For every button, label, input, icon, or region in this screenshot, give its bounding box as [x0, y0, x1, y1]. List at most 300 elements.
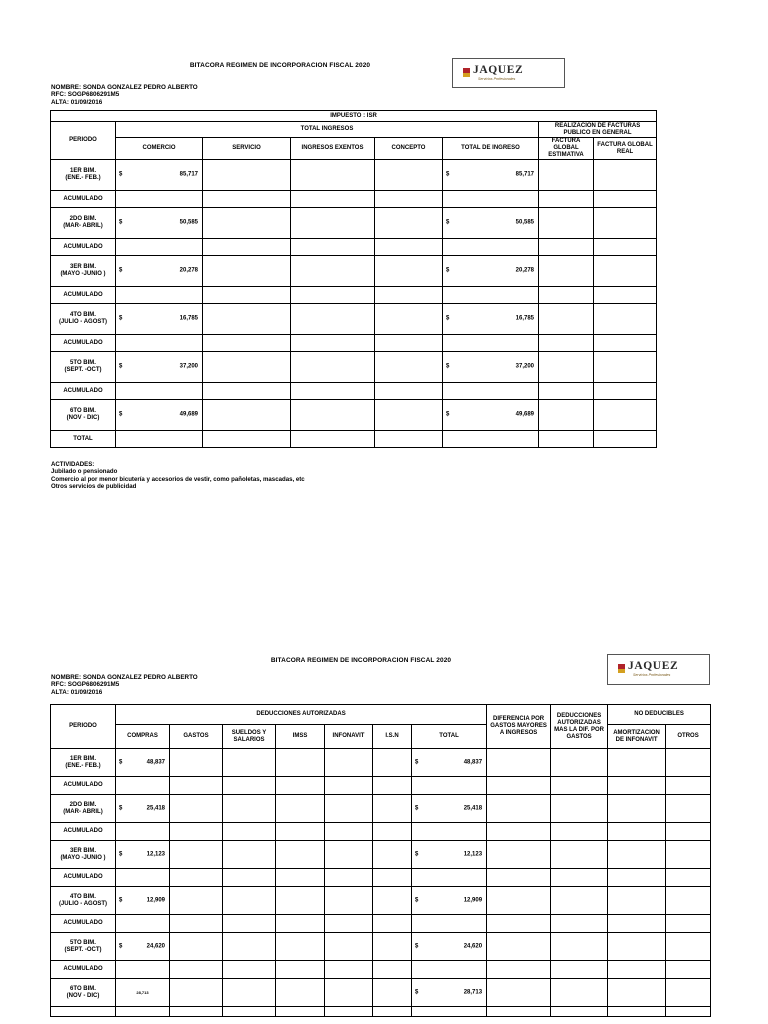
acumulado-label: ACUMULADO [51, 869, 116, 887]
periodo-header: PERIODO [51, 705, 116, 749]
currency-symbol: $ [415, 851, 419, 857]
empty-cell [487, 1007, 551, 1017]
servicio-cell [203, 160, 291, 191]
empty-cell [551, 869, 608, 887]
factura-estimativa-cell [539, 208, 594, 239]
sueldos-cell [223, 887, 276, 915]
acumulado-label: ACUMULADO [51, 287, 116, 304]
empty-cell [325, 777, 373, 795]
currency-symbol: $ [446, 219, 450, 226]
empty-cell [373, 777, 412, 795]
empty-cell [594, 431, 657, 448]
empty-cell [170, 777, 223, 795]
col-factura-real: FACTURA GLOBAL REAL [594, 138, 657, 160]
isn-cell [373, 749, 412, 777]
empty-cell [487, 961, 551, 979]
compras-amount: 24,620 [146, 943, 165, 949]
period-name: 5TO BIM. [70, 939, 96, 946]
isn-cell [373, 887, 412, 915]
empty-cell [539, 431, 594, 448]
total-ingreso-cell [443, 400, 539, 431]
total-ingreso-cell [443, 208, 539, 239]
empty-cell [608, 961, 666, 979]
empty-cell [223, 823, 276, 841]
concepto-cell [375, 304, 443, 335]
period-name: 1ER BIM. [69, 755, 96, 762]
empty-cell [276, 869, 325, 887]
logo-brand: JAQUEZ [628, 660, 679, 672]
empty-cell [551, 823, 608, 841]
empty-cell [487, 777, 551, 795]
period-cell [51, 795, 116, 823]
gastos-cell [170, 795, 223, 823]
activity-line: Comercio al por menor bicutería y accesorios de vestir, como pañoletas, mascadas, etc [51, 475, 305, 483]
acumulado-label: TOTAL [51, 431, 116, 448]
empty-cell [375, 239, 443, 256]
empty-cell [203, 287, 291, 304]
currency-symbol: $ [415, 759, 419, 765]
total-ingreso-amount: 16,785 [515, 315, 534, 322]
currency-symbol: $ [446, 267, 450, 274]
empty-cell [375, 431, 443, 448]
factura-estimativa-cell [539, 400, 594, 431]
sueldos-cell [223, 749, 276, 777]
empty-cell [223, 915, 276, 933]
col-imss: IMSS [276, 725, 325, 749]
empty-cell [325, 869, 373, 887]
concepto-cell [375, 208, 443, 239]
currency-symbol: $ [415, 805, 419, 811]
compras-cell [116, 749, 170, 777]
deducciones-header: DEDUCCIONES AUTORIZADAS [116, 705, 487, 725]
diferencia-cell [487, 841, 551, 869]
company-logo [607, 654, 710, 685]
acumulado-label: ACUMULADO [51, 335, 116, 352]
empty-cell [443, 431, 539, 448]
empty-cell [291, 239, 375, 256]
total-cell [412, 749, 487, 777]
gastos-cell [170, 933, 223, 961]
period-cell [51, 749, 116, 777]
exentos-cell [291, 160, 375, 191]
servicio-cell [203, 256, 291, 287]
empty-cell [291, 287, 375, 304]
compras-cell [116, 979, 170, 1007]
acumulado-label: ACUMULADO [51, 191, 116, 208]
taxpayer-rfc: RFC: SOGP6806291M5 [51, 91, 120, 99]
empty-cell [487, 823, 551, 841]
currency-symbol: $ [119, 411, 123, 418]
comercio-amount: 49,689 [179, 411, 198, 418]
empty-cell [487, 915, 551, 933]
total-amount: 12,909 [463, 897, 483, 903]
col-amortizacion: AMORTIZACION DE INFONAVIT [608, 725, 666, 749]
total-ingreso-cell [443, 256, 539, 287]
deducciones-mas-header: DEDUCCIONES AUTORIZADAS MAS LA DIF. POR GASTOS [551, 705, 608, 749]
otros-cell [666, 979, 711, 1007]
amortizacion-cell [608, 749, 666, 777]
diferencia-cell [487, 749, 551, 777]
diferencia-cell [487, 933, 551, 961]
empty-cell [116, 287, 203, 304]
period-cell [51, 352, 116, 383]
currency-symbol: $ [446, 315, 450, 322]
total-amount: 28,713 [463, 989, 483, 995]
empty-cell [203, 191, 291, 208]
period-cell [51, 933, 116, 961]
total-ingreso-amount: 20,278 [515, 267, 534, 274]
empty-cell [325, 1007, 373, 1017]
comercio-amount: 37,200 [179, 363, 198, 370]
table-row [51, 979, 711, 1007]
currency-symbol: $ [415, 897, 419, 903]
factura-real-cell [594, 304, 657, 335]
deducciones-mas-cell [551, 933, 608, 961]
period-cell [51, 400, 116, 431]
acumulado-row [51, 431, 657, 448]
acumulado-row [51, 915, 711, 933]
col-gastos: GASTOS [170, 725, 223, 749]
compras-amount: 48,837 [146, 759, 165, 765]
empty-cell [443, 191, 539, 208]
empty-cell [291, 335, 375, 352]
empty-cell [412, 869, 487, 887]
imss-cell [276, 841, 325, 869]
total-ingreso-cell [443, 352, 539, 383]
table-row [51, 933, 711, 961]
empty-cell [276, 961, 325, 979]
acumulado-label: ACUMULADO [51, 961, 116, 979]
comercio-cell [116, 352, 203, 383]
acumulado-row [51, 869, 711, 887]
sueldos-cell [223, 795, 276, 823]
deducciones-mas-cell [551, 841, 608, 869]
period-name: 3ER BIM. [69, 264, 96, 270]
currency-symbol: $ [119, 897, 123, 903]
servicio-cell [203, 400, 291, 431]
empty-cell [375, 383, 443, 400]
compras-cell [116, 933, 170, 961]
empty-cell [170, 1007, 223, 1017]
acumulado-label: ACUMULADO [51, 915, 116, 933]
activity-line: Jubilado o pensionado [51, 468, 118, 476]
period-cell [51, 208, 116, 239]
empty-cell [443, 239, 539, 256]
empty-cell [666, 915, 711, 933]
col-isn: I.S.N [373, 725, 412, 749]
col-otros: OTROS [666, 725, 711, 749]
acumulado-label: ACUMULADO [51, 777, 116, 795]
factura-real-cell [594, 208, 657, 239]
empty-cell [443, 335, 539, 352]
period-range: (NOV - DIC) [66, 415, 100, 421]
empty-cell [608, 915, 666, 933]
currency-symbol: $ [119, 759, 123, 765]
periodo-header: PERIODO [51, 122, 116, 160]
period-range: (SEPT. -OCT) [64, 367, 102, 373]
empty-cell [203, 383, 291, 400]
empty-cell [666, 961, 711, 979]
empty-cell [373, 961, 412, 979]
tax-header: IMPUESTO : ISR [51, 111, 657, 122]
col-compras: COMPRAS [116, 725, 170, 749]
acumulado-row [51, 823, 711, 841]
total-amount: 12,123 [463, 851, 483, 857]
table-row [51, 841, 711, 869]
table-row [51, 160, 657, 191]
acumulado-row [51, 287, 657, 304]
empty-cell [375, 287, 443, 304]
table-row [51, 400, 657, 431]
currency-symbol: $ [446, 171, 450, 178]
infonavit-cell [325, 841, 373, 869]
empty-cell [51, 1007, 116, 1017]
empty-cell [223, 869, 276, 887]
empty-cell [551, 777, 608, 795]
currency-symbol: $ [119, 363, 123, 370]
period-range: (ENE.- FEB.) [65, 175, 101, 181]
empty-cell [375, 191, 443, 208]
acumulado-row [51, 191, 657, 208]
empty-cell [487, 869, 551, 887]
compras-amount: 28,713 [136, 990, 149, 995]
page-title: BITACORA REGIMEN DE INCORPORACION FISCAL 2020 [189, 62, 371, 69]
activity-line: Otros servicios de publicidad [51, 482, 137, 490]
empty-cell [373, 823, 412, 841]
table-row [51, 256, 657, 287]
total-cell [412, 933, 487, 961]
empty-cell [116, 239, 203, 256]
empty-cell [443, 383, 539, 400]
comercio-cell [116, 160, 203, 191]
acumulado-label: ACUMULADO [51, 383, 116, 400]
amortizacion-cell [608, 933, 666, 961]
table-row [51, 887, 711, 915]
amortizacion-cell [608, 887, 666, 915]
logo-subtitle: Servicios Profesionales [478, 77, 516, 81]
period-name: 6TO BIM. [70, 408, 96, 414]
isn-cell [373, 795, 412, 823]
col-factura-estimativa: FACTURA GLOBAL ESTIMATIVA [539, 138, 594, 160]
period-range: (MAYO -JUNIO ) [60, 854, 106, 861]
otros-cell [666, 933, 711, 961]
period-range: (MAR- ABRIL) [63, 808, 103, 815]
imss-cell [276, 795, 325, 823]
empty-cell [666, 823, 711, 841]
empty-cell [539, 383, 594, 400]
comercio-cell [116, 208, 203, 239]
comercio-cell [116, 400, 203, 431]
currency-symbol: $ [446, 411, 450, 418]
gastos-cell [170, 887, 223, 915]
amortizacion-cell [608, 841, 666, 869]
empty-cell [291, 383, 375, 400]
amortizacion-cell [608, 979, 666, 1007]
total-amount: 25,418 [463, 805, 483, 811]
compras-amount: 12,909 [146, 897, 165, 903]
deducciones-mas-cell [551, 979, 608, 1007]
table-row [51, 352, 657, 383]
logo-mark-icon [618, 664, 625, 673]
factura-estimativa-cell [539, 256, 594, 287]
total-ingreso-cell [443, 304, 539, 335]
period-range: (MAYO -JUNIO ) [60, 271, 106, 277]
empty-cell [170, 915, 223, 933]
empty-cell [276, 915, 325, 933]
gastos-cell [170, 841, 223, 869]
period-cell [51, 887, 116, 915]
factura-estimativa-cell [539, 352, 594, 383]
sueldos-cell [223, 979, 276, 1007]
table-row [51, 208, 657, 239]
empty-cell [223, 1007, 276, 1017]
diferencia-cell [487, 795, 551, 823]
empty-cell [116, 777, 170, 795]
otros-cell [666, 795, 711, 823]
total-ingresos-header: TOTAL INGRESOS [116, 122, 539, 138]
empty-cell [539, 287, 594, 304]
empty-cell [170, 869, 223, 887]
col-total-ingreso: TOTAL DE INGRESO [443, 138, 539, 160]
exentos-cell [291, 256, 375, 287]
col-infonavit: INFONAVIT [325, 725, 373, 749]
currency-symbol: $ [119, 267, 123, 274]
concepto-cell [375, 400, 443, 431]
col-concepto: CONCEPTO [375, 138, 443, 160]
empty-cell [276, 777, 325, 795]
taxpayer-alta: ALTA: 01/09/2016 [51, 98, 103, 106]
factura-real-cell [594, 256, 657, 287]
col-sueldos: SUELDOS Y SALARIOS [223, 725, 276, 749]
activities-block [51, 461, 305, 490]
imss-cell [276, 887, 325, 915]
concepto-cell [375, 256, 443, 287]
concepto-cell [375, 160, 443, 191]
empty-cell [170, 823, 223, 841]
exentos-cell [291, 352, 375, 383]
total-ingreso-cell [443, 160, 539, 191]
deductions-table [50, 704, 711, 1017]
acumulado-label: ACUMULADO [51, 239, 116, 256]
table-row [51, 304, 657, 335]
exentos-cell [291, 400, 375, 431]
currency-symbol: $ [446, 363, 450, 370]
servicio-cell [203, 352, 291, 383]
comercio-amount: 20,278 [179, 267, 198, 274]
factura-real-cell [594, 352, 657, 383]
infonavit-cell [325, 795, 373, 823]
empty-cell [116, 961, 170, 979]
sueldos-cell [223, 841, 276, 869]
company-logo [452, 58, 565, 88]
period-cell [51, 979, 116, 1007]
comercio-cell [116, 304, 203, 335]
period-name: 3ER BIM. [69, 847, 96, 854]
empty-cell [373, 869, 412, 887]
servicio-cell [203, 304, 291, 335]
diferencia-header: DIFERENCIA POR GASTOS MAYORES A INGRESOS [487, 705, 551, 749]
isn-cell [373, 979, 412, 1007]
imss-cell [276, 933, 325, 961]
isn-cell [373, 841, 412, 869]
logo-mark-icon [463, 68, 470, 77]
empty-cell [594, 239, 657, 256]
otros-cell [666, 887, 711, 915]
gastos-cell [170, 979, 223, 1007]
empty-cell [412, 915, 487, 933]
empty-cell [594, 191, 657, 208]
period-range: (JULIO - AGOST) [58, 900, 108, 907]
otros-cell [666, 749, 711, 777]
total-ingreso-amount: 85,717 [515, 171, 534, 178]
deducciones-mas-cell [551, 887, 608, 915]
comercio-amount: 85,717 [179, 171, 198, 178]
empty-cell [116, 823, 170, 841]
empty-cell [594, 287, 657, 304]
acumulado-row [51, 335, 657, 352]
currency-symbol: $ [119, 219, 123, 226]
total-cell [412, 887, 487, 915]
empty-cell [203, 335, 291, 352]
empty-cell [666, 869, 711, 887]
empty-cell [291, 191, 375, 208]
realizacion-header: REALIZACION DE FACTURAS PUBLICO EN GENERAL [539, 122, 657, 138]
empty-cell [116, 383, 203, 400]
factura-estimativa-cell [539, 304, 594, 335]
currency-symbol: $ [119, 171, 123, 178]
comercio-cell [116, 256, 203, 287]
acumulado-row [51, 239, 657, 256]
total-ingreso-amount: 37,200 [515, 363, 534, 370]
empty-cell [373, 915, 412, 933]
acumulado-row [51, 777, 711, 795]
empty-cell [116, 191, 203, 208]
empty-cell [608, 869, 666, 887]
isn-cell [373, 933, 412, 961]
empty-cell [412, 1007, 487, 1017]
factura-real-cell [594, 400, 657, 431]
empty-cell [539, 335, 594, 352]
period-range: (ENE.- FEB.) [65, 762, 101, 769]
infonavit-cell [325, 933, 373, 961]
currency-symbol: $ [119, 943, 123, 949]
period-range: (SEPT. -OCT) [64, 946, 102, 953]
taxpayer-alta: ALTA: 01/09/2016 [51, 688, 103, 696]
total-cell [412, 795, 487, 823]
total-ingreso-amount: 49,689 [515, 411, 534, 418]
empty-cell [412, 777, 487, 795]
activities-heading: ACTIVIDADES: [51, 461, 95, 468]
gastos-cell [170, 749, 223, 777]
empty-cell [608, 1007, 666, 1017]
logo-subtitle: Servicios Profesionales [633, 673, 671, 677]
infonavit-cell [325, 979, 373, 1007]
period-name: 5TO BIM. [70, 360, 96, 366]
comercio-amount: 16,785 [179, 315, 198, 322]
empty-cell [223, 777, 276, 795]
acumulado-row [51, 383, 657, 400]
empty-cell [325, 915, 373, 933]
empty-cell [551, 961, 608, 979]
total-amount: 24,620 [463, 943, 483, 949]
empty-cell [170, 961, 223, 979]
imss-cell [276, 749, 325, 777]
currency-symbol: $ [119, 315, 123, 322]
empty-cell [325, 823, 373, 841]
empty-cell [608, 823, 666, 841]
col-servicio: SERVICIO [203, 138, 291, 160]
compras-amount: 12,123 [146, 851, 165, 857]
